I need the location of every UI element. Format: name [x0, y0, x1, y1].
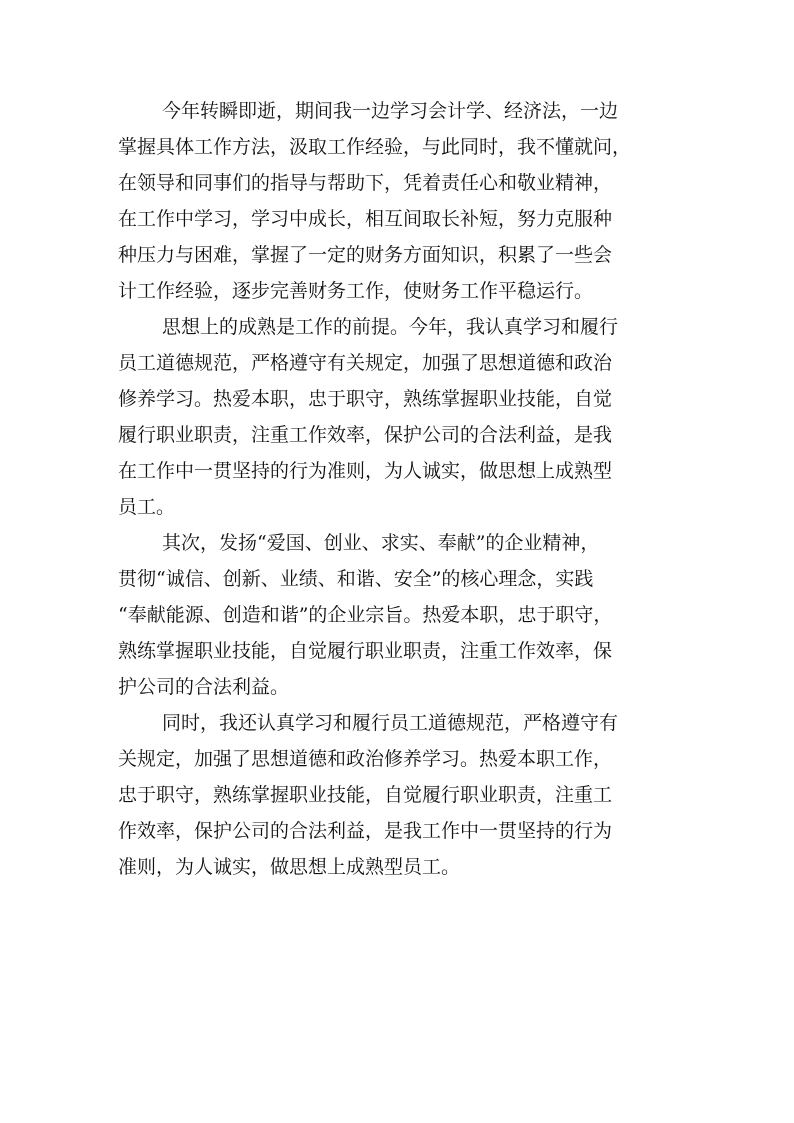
- paragraph-line: 其次，发扬“爱国、创业、求实、奉献”的企业精神，: [162, 532, 600, 554]
- paragraph-line: 贯彻“诚信、创新、业绩、和谐、安全”的核心理念，实践: [118, 568, 594, 590]
- paragraph-line: 计工作经验，逐步完善财务工作，使财务工作平稳运行。: [118, 280, 594, 302]
- paragraph-line: 员工道德规范，严格遵守有关规定，加强了思想道德和政治: [118, 352, 613, 374]
- paragraph-line: 种压力与困难，掌握了一定的财务方面知识，积累了一些会: [118, 244, 613, 266]
- paragraph-3: [118, 525, 683, 705]
- paragraph-line: 同时，我还认真学习和履行员工道德规范，严格遵守有: [162, 712, 619, 734]
- paragraph-1: [118, 93, 683, 309]
- paragraph-line: 在领导和同事们的指导与帮助下，凭着责任心和敬业精神，: [118, 172, 613, 194]
- paragraph-line: 关规定，加强了思想道德和政治修养学习。热爱本职工作，: [118, 748, 613, 770]
- paragraph-line: 护公司的合法利益。: [118, 676, 290, 698]
- paragraph-line: 修养学习。热爱本职，忠于职守，熟练掌握职业技能，自觉: [118, 388, 613, 410]
- paragraph-line: 忠于职守，熟练掌握职业技能，自觉履行职业职责，注重工: [118, 784, 613, 806]
- paragraph-4: [118, 705, 683, 885]
- paragraph-line: 掌握具体工作方法，汲取工作经验，与此同时，我不懂就问，: [118, 136, 632, 158]
- paragraph-line: 准则，为人诚实，做思想上成熟型员工。: [118, 856, 461, 878]
- paragraph-line: “奉献能源、创造和谐”的企业宗旨。热爱本职，忠于职守，: [118, 604, 613, 626]
- paragraph-line: 今年转瞬即逝，期间我一边学习会计学、经济法，一边: [162, 100, 619, 122]
- paragraph-line: 履行职业职责，注重工作效率，保护公司的合法利益，是我: [118, 424, 613, 446]
- paragraph-2: [118, 309, 683, 525]
- paragraph-line: 员工。: [118, 496, 176, 518]
- paragraph-line: 熟练掌握职业技能，自觉履行职业职责，注重工作效率，保: [118, 640, 613, 662]
- paragraph-line: 在工作中学习，学习中成长，相互间取长补短，努力克服种: [118, 208, 613, 230]
- document-body: [118, 93, 683, 885]
- paragraph-line: 在工作中一贯坚持的行为准则，为人诚实，做思想上成熟型: [118, 460, 613, 482]
- paragraph-line: 思想上的成熟是工作的前提。今年，我认真学习和履行: [162, 316, 619, 338]
- paragraph-line: 作效率，保护公司的合法利益，是我工作中一贯坚持的行为: [118, 820, 613, 842]
